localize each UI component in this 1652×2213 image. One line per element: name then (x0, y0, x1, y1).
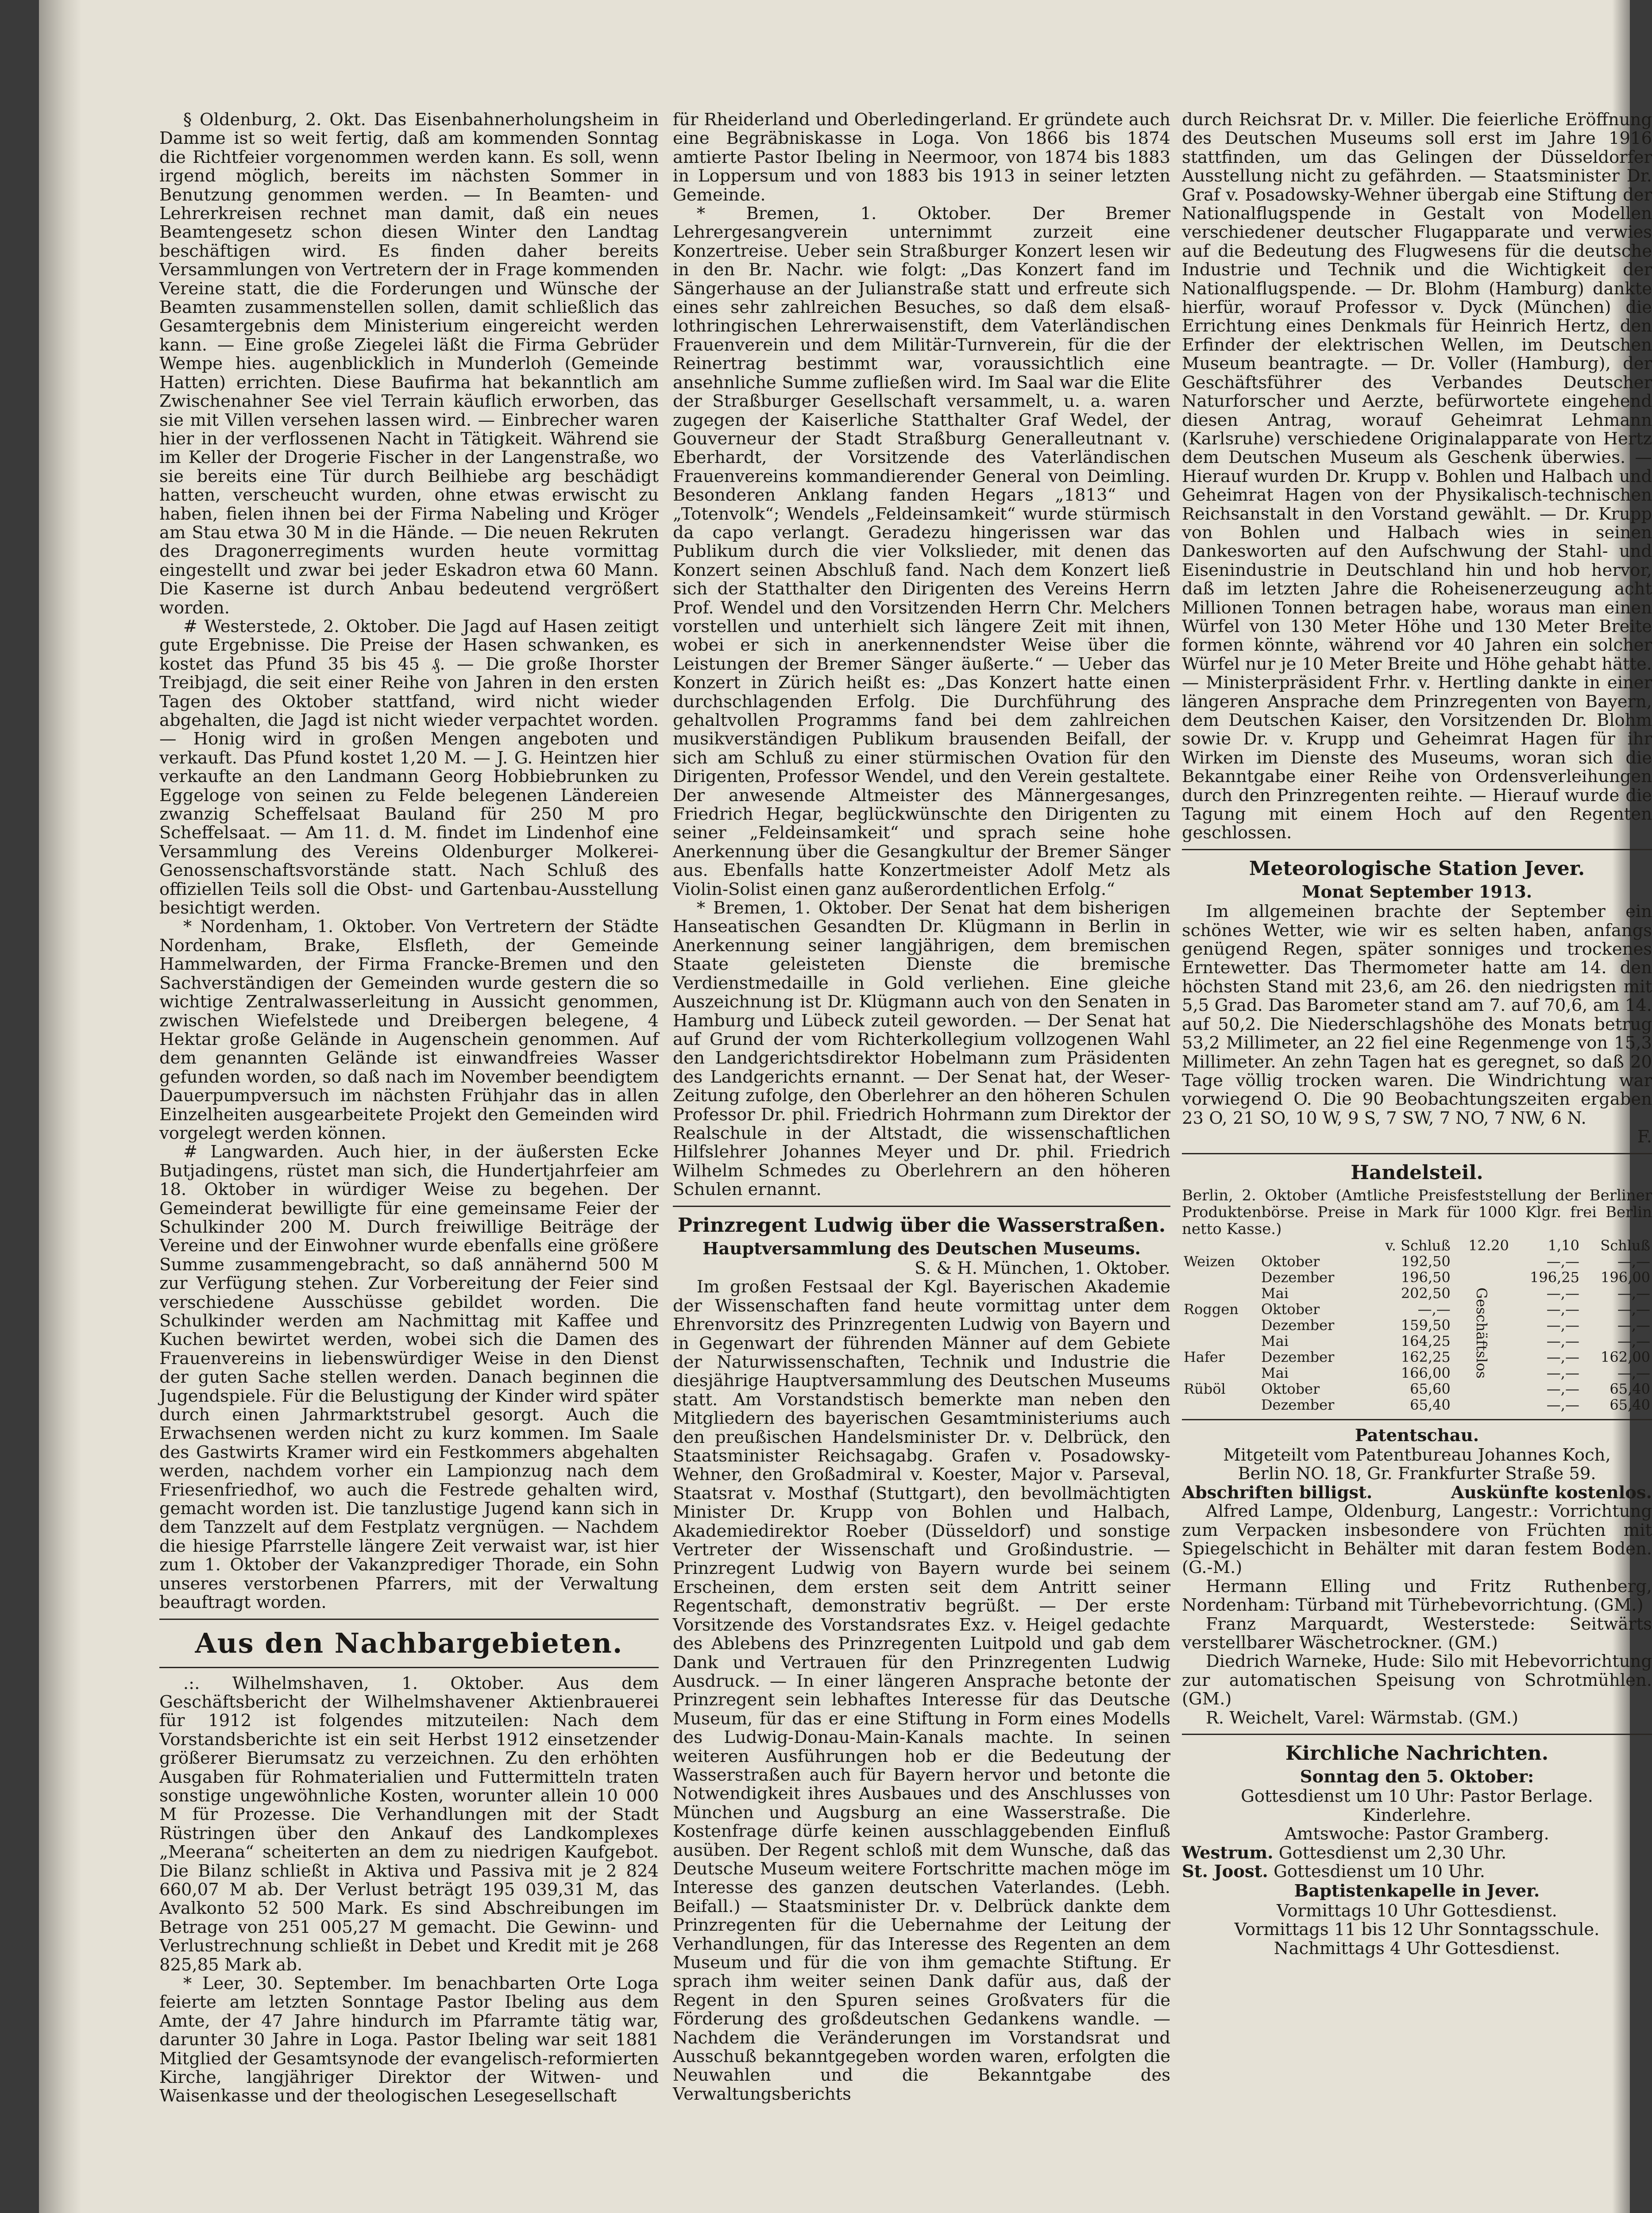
patent-entry: Diedrich Warneke, Hude: Silo mit Hebevorrichtung zur automatischen Speisung von Schrotmühlen. (GM.) (1182, 1651, 1652, 1709)
article-museum-continued: durch Reichsrat Dr. v. Miller. Die feierliche Eröffnung des Deutschen Museums soll erst im Jahre 1916 stattfinden, um das Gelingen der Düsseldorfer Ausstellung nicht zu gefährden. — Staatsminister Dr. Graf v. Posadowsky-Wehner übergab eine Stiftung der Nationalflugspende in Gestalt von Modellen verschiedener deutscher Flugapparate und verwies auf die Bedeutung des Flugwesens für die deutsche Industrie und Technik und die Wichtigkeit der Nationalflugspende. — Dr. Blohm (Hamburg) dankte hierfür, worauf Professor v. Dyck (München) die Errichtung eines Denkmals für Heinrich Hertz, den Erfinder der elektrischen Wellen, im Deutschen Museum beantragte. — Dr. Voller (Hamburg), der Geschäftsführer des Verbandes Deutscher Naturforscher und Aerzte, befürwortete eingehend diesen Antrag, worauf Geheimrat Lehmann (Karlsruhe) verschiedene Originalapparate von Hertz dem Deutschen Museum als Geschenk überwies. — Hierauf wurden Dr. Krupp v. Bohlen und Halbach und Geheimrat Hagen von der Physikalisch-technischen Reichsanstalt in den Vorstand gewählt. — Dr. Krupp von Bohlen und Halbach wies in seinen Dankesworten auf den Aufschwung der Stahl- und Eisenindustrie in Deutschland hin und hob hervor, daß im letzten Jahre die Roheisenerzeugung acht Millionen Tonnen betragen habe, woraus man einen Würfel von 130 Meter Höhe und 130 Meter Breite formen könnte, während vor 40 Jahren ein solcher Würfel nur je 10 Meter Breite und Höhe gehabt hätte. — Ministerpräsident Frhr. v. Hertling dankte in einer längeren Ansprache dem Prinzregenten von Bayern, dem Deutschen Kaiser, den Vorsitzenden Dr. Blohm sowie Dr. v. Krupp und Geheimrat Hagen für ihr Wirken im Dienste des Museums, woran sich die Bekanntgabe einer Reihe von Ordensverleihungen durch den Prinzregenten reihte. — Hierauf wurde die Tagung mit einem Hoch auf den Regenten geschlossen. (1182, 110, 1652, 843)
price-cell: 65,60 (1410, 1380, 1451, 1397)
price-cell: —,— (1546, 1364, 1579, 1381)
article-leer: * Leer, 30. September. Im benachbarten Orte Loga feierte am letzten Sonntage Pastor Ibeling aus dem Amte, der 47 Jahre hindurch im Pfarramte tätig war, darunter 30 Jahre in Loga. Pastor Ibeling war seit 1881 Mitglied der Gesamtsynode der evangelisch-reformierten Kirche, langjähriger Direktor der Witwen- und Waisenkasse und der theologischen Lesegesellschaft (159, 1974, 659, 2106)
price-table-header-cell (1259, 1238, 1361, 1253)
church-date: Sonntag den 5. Oktober: (1300, 1767, 1534, 1787)
price-cell: —,— (1617, 1316, 1650, 1334)
delivery-month: Oktober (1261, 1300, 1320, 1318)
church-place: Westrum. (1182, 1843, 1274, 1863)
price-table (1182, 1238, 1652, 1413)
baptist-service-line: Nachmittags 4 Uhr Gottesdienst. (1274, 1938, 1560, 1959)
patent-entry: Hermann Elling und Fritz Ruthenberg, Nordenham: Türband mit Türhebevorrichtung. (GM.) (1182, 1576, 1652, 1615)
church-service-line: Gottesdienst um 10 Uhr: Pastor Berlage. (1241, 1786, 1593, 1807)
table-row (1182, 1349, 1652, 1365)
delivery-month: Mai (1261, 1332, 1289, 1349)
newspaper-page (39, 0, 1652, 2213)
divider (1182, 1734, 1652, 1735)
church-westrum (1182, 1844, 1652, 1862)
divider (159, 1667, 659, 1668)
church-place: St. Joost. (1182, 1862, 1268, 1882)
article-westerstede: # Westerstede, 2. Oktober. Die Jagd auf Hasen zeitigt gute Ergebnisse. Die Preise der Hasen schwanken, es kostet das Pfund 35 bis 45 ₰. — Die große Ihorster Treibjagd, die seit einer Reihe von Jahren in den ersten Tagen des Oktober stattfand, wird nicht wieder abgehalten, die Jagd ist nicht wieder verpachtet worden. — Honig wird in großen Mengen angeboten und verkauft. Das Pfund kostet 1,20 M. — J. G. Heintzen hier verkaufte an den Landmann Georg Hobbiebrunken zu Eggeloge von seinen zu Felde belegenen Ländereien zwanzig Scheffelsaat Bauland für 250 M pro Scheffelsaat. — Am 11. d. M. findet im Lindenhof eine Versammlung des Vereins Oldenburger Molkerei-Genossenschaftsvorstände statt. Nach Schluß des offiziellen Teils soll die Obst- und Gartenbau-Ausstellung besichtigt werden. (159, 616, 659, 918)
price-cell: —,— (1546, 1332, 1579, 1349)
article-bremen-senat: * Bremen, 1. Oktober. Der Senat hat dem bisherigen Hanseatischen Gesandten Dr. Klügmann in Berlin in Anerkennung seiner langjährigen, dem bremischen Staate geleisteten Dienste die bremische Verdienstmedaille in Gold verliehen. Eine gleiche Auszeichnung ist Dr. Klügmann auch von den Senaten in Hamburg und Lübeck zuteil geworden. — Der Senat hat auf Grund der vom Richterkollegium vollzogenen Wahl den Landgerichtsdirektor Hobelmann zum Präsidenten des Landgerichts ernannt. — Der Senat hat, der Weser-Zeitung zufolge, den Oberlehrer an den höheren Schulen Professor Dr. phil. Friedrich Hohrmann zum Direktor der Realschule in der Altstadt, die wissenschaftlichen Hilfslehrer Johannes Meyer und Dr. phil. Friedrich Wilhelm Schmedes zu Oberlehrern an den höheren Schulen ernannt. (673, 898, 1170, 1200)
article-oldenburg: § Oldenburg, 2. Okt. Das Eisenbahnerholungsheim in Damme ist so weit fertig, daß am kommenden Sonntag die Richtfeier vorgenommen werden kann. Es soll, wenn irgend möglich, bereits im nächsten Sommer in Benutzung genommen werden. — In Beamten- und Lehrerkreisen rechnet man damit, daß ein neues Beamtengesetz schon diesen Winter den Landtag beschäftigen wird. Es finden daher bereits Versammlungen von Vertretern der in Frage kommenden Vereine statt, die die Forderungen und Wünsche der Beamten zusammenstellen sollen, damit schließlich das Gesamtergebnis dem Ministerium eingereicht werden kann. — Eine große Ziegelei läßt die Firma Gebrüder Wempe hies. augenblicklich in Munderloh (Gemeinde Hatten) errichten. Diese Baufirma hat bekanntlich am Zwischenahner See viel Terrain käuflich erworben, das sie mit Villen versehen lassen wird. — Einbrecher waren hier in der verflossenen Nacht in Tätigkeit. Während sie im Keller der Drogerie Fischer in der Langenstraße, wo sie bereits eine Tür durch Beilhiebe arg beschädigt hatten, verscheucht wurden, ohne etwas erwischt zu haben, fielen ihnen bei der Firma Nabeling und Kröger am Stau etwa 30 M in die Hände. — Die neuen Rekruten des Dragonerregiments wurden heute vormittag eingestellt und zwar bei jeder Eskadron etwa 60 Mann. Die Kaserne ist durch Anbau bedeutend vergrößert worden. (159, 110, 659, 618)
section-heading-meteorology: Meteorologische Station Jever. (1249, 857, 1585, 880)
price-cell: 196,25 (1529, 1268, 1579, 1286)
table-row (1182, 1317, 1652, 1333)
price-cell: 202,50 (1401, 1284, 1451, 1302)
section-heading-patents: Patentschau. (1355, 1425, 1479, 1446)
meteorology-signature: F. (1637, 1127, 1652, 1147)
price-cell: —,— (1617, 1300, 1650, 1318)
church-service-line: Amtswoche: Pastor Gramberg. (1285, 1824, 1549, 1844)
table-row (1182, 1365, 1652, 1381)
section-heading-nachbargebiete: Aus den Nachbargebieten. (195, 1627, 623, 1659)
divider (159, 1619, 659, 1620)
church-time: Gottesdienst um 10 Uhr. (1274, 1862, 1485, 1882)
price-table-header (1182, 1238, 1652, 1253)
patent-info-note: Auskünfte kostenlos. (1451, 1482, 1652, 1503)
baptist-chapel-heading: Baptistenkapelle in Jever. (1294, 1881, 1540, 1901)
price-cell: —,— (1546, 1316, 1579, 1334)
table-row (1182, 1269, 1652, 1285)
price-cell: —,— (1546, 1253, 1579, 1270)
price-table-header-cell: Schluß (1600, 1237, 1650, 1254)
trade-intro: Berlin, 2. Oktober (Amtliche Preisfeststellung der Berliner Produktenbörse. Preise in Mark für 1000 Klgr. frei Berlin netto Kasse.) (1182, 1186, 1652, 1238)
price-table-header-cell: 12.20 (1468, 1237, 1509, 1254)
delivery-month: Dezember (1261, 1348, 1335, 1365)
price-table-header-cell: v. Schluß (1385, 1237, 1451, 1254)
commodity: Weizen (1184, 1253, 1235, 1270)
table-row (1182, 1301, 1652, 1317)
baptist-service-line: Vormittags 11 bis 12 Uhr Sonntagsschule. (1234, 1920, 1600, 1940)
commodity (1182, 1333, 1259, 1349)
meteorology-month: Monat September 1913. (1301, 882, 1532, 902)
table-row (1182, 1285, 1652, 1301)
commodity (1182, 1317, 1259, 1333)
divider (673, 1206, 1170, 1207)
article-wilhelmshaven: .:. Wilhelmshaven, 1. Oktober. Aus dem Geschäftsbericht der Wilhelmshavener Aktienbrauerei für 1912 ist folgendes mitzuteilen: Nach dem Vorstandsberichte ist ein seit Herbst 1912 einsetzender größerer Bierumsatz zu verzeichnen. Zu den erhöhten Ausgaben für Rohmaterialien und Futtermitteln traten sonstige ungewöhnliche Kosten, worunter allein 10 000 M für Prozesse. Die Verhandlungen mit der Stadt Rüstringen über den Ankauf des Landkomplexes „Meerana“ scheiterten an dem zu niedrigen Kaufgebot. Die Bilanz schließt in Aktiva und Passiva mit je 2 824 660,07 M ab. Der Verlust beträgt 195 039,31 M, das Avalkonto 52 500 Mark. Es sind Abschreibungen im Betrage von 251 005,27 M gemacht. Die Gewinn- und Verlustrechnung schließt in Debet und Kredit mit je 268 825,85 Mark ab. (159, 1673, 659, 1975)
church-stjoost (1182, 1862, 1652, 1881)
divider (1182, 1419, 1652, 1420)
baptist-service-line: Vormittags 10 Uhr Gottesdienst. (1277, 1901, 1557, 1921)
delivery-month: Mai (1261, 1284, 1289, 1302)
commodity (1182, 1397, 1259, 1413)
church-service-line: Kinderlehre. (1363, 1805, 1471, 1825)
binding-shadow (39, 0, 81, 2213)
price-cell: 162,00 (1601, 1348, 1650, 1365)
patent-entry: Franz Marquardt, Westerstede: Seitwärts verstellbarer Wäschetrockner. (GM.) (1182, 1614, 1652, 1653)
divider (1182, 849, 1652, 850)
commodity (1182, 1285, 1259, 1301)
commodity: Roggen (1184, 1300, 1239, 1318)
patent-copies-note: Abschriften billigst. (1182, 1482, 1373, 1503)
column-3 (1182, 111, 1652, 1958)
column-2 (673, 111, 1170, 2104)
price-cell: —,— (1417, 1300, 1451, 1318)
article-heading-prinzregent: Prinzregent Ludwig über die Wasserstraßen. (677, 1214, 1166, 1237)
price-cell: —,— (1617, 1364, 1650, 1381)
article-subheading-museum: Hauptversammlung des Deutschen Museums. (702, 1238, 1141, 1259)
price-cell: 196,00 (1601, 1268, 1650, 1286)
price-cell: —,— (1546, 1396, 1579, 1413)
table-row (1182, 1397, 1652, 1413)
price-cell: 162,25 (1401, 1348, 1451, 1365)
price-cell: 192,50 (1401, 1253, 1451, 1270)
article-museum: Im großen Festsaal der Kgl. Bayerischen Akademie der Wissenschaften fand heute vormittag unter dem Ehrenvorsitz des Prinzregenten Ludwig von Bayern und in Gegenwart der führenden Männer auf dem Gebiete der Naturwissenschaften, Technik und Industrie die diesjährige Hauptversammlung des Deutschen Museums statt. Am Vorstandstisch bemerkte man neben den Mitgliedern des bayerischen Gesamtministeriums auch den preußischen Handelsminister Dr. v. Delbrück, den Staatsminister Reichsagabg. Grafen v. Posadowsky-Wehner, den Großadmiral v. Koester, Major v. Parseval, Staatsrat v. Mosthaf (Stuttgart), den bevollmächtigten Minister Dr. Krupp von Bohlen und Halbach, Akademiedirektor Roeber (Düsseldorf) und sonstige Vertreter der Wissenschaft und Großindustrie. — Prinzregent Ludwig von Bayern wurde bei seinem Erscheinen, dem ersten seit dem Antritt seiner Regentschaft, demonstrativ begrüßt. — Der erste Vorsitzende des Vorstandsrates Exz. v. Heigel gedachte des Ablebens des Prinzregenten Luitpold und gab dem Dank und Vertrauen für den Prinzregenten Ludwig Ausdruck. — In einer längeren Ansprache betonte der Prinzregent sein lebhaftes Interesse für das Deutsche Museum, für das er eine Stiftung in Form eines Modells des Ludwig-Donau-Main-Kanals machte. In seinen weiteren Ausführungen hob er die Bedeutung der Wasserstraßen auch für Bayern hervor und betonte die Notwendigkeit ihres Ausbaues und des Anschlusses von München und Augsburg an eine Wasserstraße. Die Kostenfrage dürfe keinen ausschlaggebenden Einfluß ausüben. Der Regent schloß mit dem Wunsche, daß das Deutsche Museum weitere Fortschritte machen möge im Interesse des ganzen deutschen Vaterlandes. (Lebh. Beifall.) — Staatsminister Dr. v. Delbrück dankte dem Prinzregenten für die Uebernahme der Leitung der Verhandlungen, für das Interesse des Regenten an dem Museum und für die von ihm gemachte Stiftung. Er sprach ihm weiter seinen Dank dafür aus, daß der Regent in den Spuren seines Großvaters für die Förderung des großdeutschen Gedankens wandle. — Nachdem die Veränderungen im Vorstandsrat und Ausschuß bekanntgegeben worden waren, erfolgten die Neuwahlen und die Bekanntgabe des Verwaltungsberichts (673, 1277, 1170, 2104)
table-row (1182, 1253, 1652, 1269)
patent-intro-line-2: Berlin NO. 18, Gr. Frankfurter Straße 59. (1238, 1464, 1596, 1484)
patent-service-line (1182, 1484, 1652, 1502)
price-cell: 65,40 (1410, 1396, 1451, 1413)
article-nordenham: * Nordenham, 1. Oktober. Von Vertretern der Städte Nordenham, Brake, Elsfleth, der Gemeinde Hammelwarden, der Firma Francke-Bremen und den Sachverständigen der Gemeinden wurde gestern die so wichtige Zentralwasserleitung in Aussicht genommen, zwischen Wiefelstede und Dreibergen belegene, 4 Hektar große Gelände in Augenschein genommen. Auf dem genannten Gelände ist einwandfreies Wasser gefunden worden, so daß nach im November beendigtem Dauerpumpversuch im nächsten Frühjahr das in allen Einzelheiten ausgearbeitete Projekt den Gemeinden wird vorgelegt werden können. (159, 917, 659, 1143)
delivery-month: Oktober (1261, 1380, 1320, 1397)
delivery-month: Dezember (1261, 1396, 1335, 1413)
price-cell: 159,50 (1401, 1316, 1451, 1334)
delivery-month: Dezember (1261, 1268, 1335, 1286)
price-table-header-cell: 1,10 (1548, 1237, 1579, 1254)
commodity (1182, 1365, 1259, 1381)
price-cell: —,— (1617, 1332, 1650, 1349)
column-1 (159, 111, 659, 2106)
commodity (1182, 1269, 1259, 1285)
patent-entry: Alfred Lampe, Oldenburg, Langestr.: Vorrichtung zum Verpacken insbesondere von Früchten mit Spiegelschicht in Behälter mit daran festem Boden. (G.-M.) (1182, 1501, 1652, 1578)
table-row (1182, 1381, 1652, 1397)
price-cell: 196,50 (1401, 1268, 1451, 1286)
meteorology-report: Im allgemeinen brachte der September ein schönes Wetter, wie wir es selten haben, anfangs genügend Regen, später sonniges und trockenes Erntewetter. Das Thermometer hatte am 14. den höchsten Stand mit 23,6, am 26. den niedrigsten mit 5,5 Grad. Das Barometer stand am 7. auf 70,6, am 14. auf 50,2. Die Niederschlagshöhe des Monats betrug 53,2 Millimeter, an 22 fiel eine Regenmenge von 15,3 Millimeter. An zehn Tagen hat es geregnet, so daß 20 Tage völlig trocken waren. Die Windrichtung war vorwiegend O. Die 90 Beobachtungszeiten ergaben 23 O, 21 SO, 10 W, 9 S, 7 SW, 7 NO, 7 NW, 6 N. (1182, 902, 1652, 1128)
price-cell: —,— (1546, 1380, 1579, 1397)
section-heading-church: Kirchliche Nachrichten. (1285, 1742, 1549, 1765)
price-cell: —,— (1546, 1348, 1579, 1365)
price-cell: —,— (1617, 1284, 1650, 1302)
price-cell: —,— (1546, 1300, 1579, 1318)
church-time: Gottesdienst um 2,30 Uhr. (1278, 1843, 1507, 1863)
delivery-month: Oktober (1261, 1253, 1320, 1270)
price-cell: 65,40 (1610, 1396, 1650, 1413)
commodity: Hafer (1184, 1348, 1225, 1365)
price-cell: 164,25 (1401, 1332, 1451, 1349)
price-cell: 65,40 (1610, 1380, 1650, 1397)
commodity: Rüböl (1184, 1380, 1226, 1397)
price-cell: —,— (1617, 1253, 1650, 1270)
article-bremen-gesangverein: * Bremen, 1. Oktober. Der Bremer Lehrergesangverein unternimmt zurzeit eine Konzertreise. Ueber sein Straßburger Konzert lesen wir in den Br. Nachr. wie folgt: „Das Konzert fand im Sängerhause an der Julianstraße statt und erfreute sich eines sehr zahlreichen Besuches, so daß dem elsaß-lothringischen Lehrerwaisenstift, dem Vaterländischen Frauenverein und dem Militär-Turnverein, für die der Reinertrag bestimmt war, voraussichtlich eine ansehnliche Summe zufließen wird. Im Saal war die Elite der Straßburger Gesellschaft versammelt, u. a. waren zugegen der Kaiserliche Statthalter Graf Wedel, der Gouverneur der Stadt Straßburg Generalleutnant v. Eberhardt, der Vorsitzende des Vaterländischen Frauenvereins kommandierender General von Deimling. Besonderen Anklang fanden Hegars „1813“ und „Totenvolk“; Wendels „Feldeinsamkeit“ wurde stürmisch da capo verlangt. Geradezu hingerissen war das Publikum durch die vier Volkslieder, mit denen das Konzert seinen Abschluß fand. Nach dem Konzert ließ sich der Statthalter den Dirigenten des Vereins Herrn Prof. Wendel und den Vorsitzenden Herrn Chr. Melchers vorstellen und unterhielt sich längere Zeit mit ihnen, wobei er sich in anerkennendster Weise über die Leistungen der Bremer Sänger äußerte.“ — Ueber das Konzert in Zürich heißt es: „Das Konzert hatte einen durchschlagenden Erfolg. Die Durchführung des gehaltvollen Programms fand bei dem zahlreichen musikverständigen Publikum brausenden Beifall, der sich am Schluß zu einer stürmischen Ovation für den Dirigenten, Professor Wendel, und den Verein gestaltete. Der anwesende Altmeister des Männergesanges, Friedrich Hegar, beglückwünschte den Dirigenten zu seiner „Feldeinsamkeit“ und sprach seine hohe Anerkennung über die Gesangkultur der Bremer Sänger aus. Ebenfalls hatte Konzertmeister Adolf Metz als Violin-Solist einen ganz außerordentlichen Erfolg.“ (673, 204, 1170, 899)
delivery-month: Dezember (1261, 1316, 1335, 1334)
delivery-month: Mai (1261, 1364, 1289, 1381)
price-cell: 166,00 (1401, 1364, 1451, 1381)
trade-sidenote: Geschäftslos (1473, 1287, 1490, 1379)
patent-intro-line-1: Mitgeteilt vom Patentbureau Johannes Koch, (1223, 1445, 1611, 1465)
article-leer-continued: für Rheiderland und Oberledingerland. Er gründete auch eine Begräbniskasse in Loga. Von 1866 bis 1874 amtierte Pastor Ibeling in Neermoor, von 1874 bis 1883 in Loppersum und von 1883 bis 1913 in seiner letzten Gemeinde. (673, 110, 1170, 205)
divider (1182, 1153, 1652, 1154)
price-table-header-cell (1182, 1238, 1259, 1253)
section-heading-trade: Handelsteil. (1351, 1161, 1483, 1184)
price-cell: —,— (1546, 1284, 1579, 1302)
dateline: S. & H. München, 1. Oktober. (915, 1258, 1170, 1278)
article-langwarden: # Langwarden. Auch hier, in der äußersten Ecke Butjadingens, rüstet man sich, die Hundertjahrfeier am 18. Oktober in würdiger Weise zu begehen. Der Gemeinderat bewilligte für eine gemeinsame Feier der Schulkinder 200 M. Durch freiwillige Beiträge der Vereine und der Einwohner wurde ebenfalls eine größere Summe zusammengebracht, so daß annähernd 500 M zur Verfügung stehen. Zur Vorbereitung der Feier sind verschiedene Ausschüsse gebildet worden. Die Schulkinder werden am Nachmittag mit Kaffee und Kuchen bewirtet werden, wobei sich die Damen des Frauenvereins in liebenswürdiger Weise in den Dienst der guten Sache stellen werden. Danach beginnen die Jugendspiele. Für die Belustigung der Kinder wird später durch einen Jahrmarktstrubel gesorgt. Auch die Erwachsenen werden nicht zu kurz kommen. Im Saale des Gastwirts Kramer wird ein Festkommers abgehalten werden, nachdem vorher ein Lampionzug nach dem Friesenfriedhof, wo auch die Festrede gehalten wird, gemacht worden ist. Die tanzlustige Jugend kann sich in dem Tanzzelt auf dem Festplatz vergnügen. — Nachdem die hiesige Pfarrstelle längere Zeit verwaist war, ist hier zum 1. Oktober der Vakanzprediger Thorade, ein Sohn unseres verstorbenen Pfarrers, mit der Verwaltung beauftragt worden. (159, 1142, 659, 1613)
patent-entry: R. Weichelt, Varel: Wärmstab. (GM.) (1205, 1708, 1519, 1728)
table-row (1182, 1333, 1652, 1349)
